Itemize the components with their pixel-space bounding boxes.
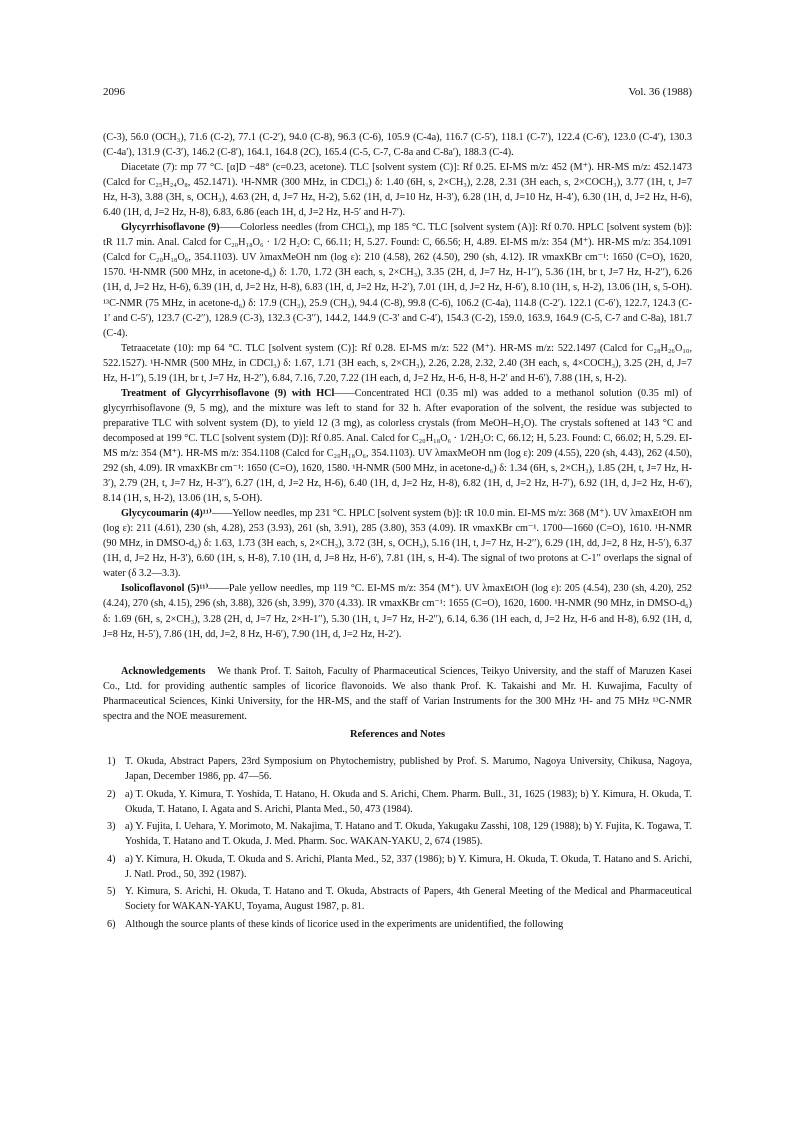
acknowledgements-section: [103, 664, 692, 724]
experimental-text: [103, 130, 692, 642]
reference-item: 4) a) Y. Kimura, H. Okuda, T. Okuda and S. Arichi, Planta Med., 52, 337 (1986); b) Y. Kimura, H. Okuda, T. Okuda, T. Hatano and S. Arichi, J. Natl. Prod., 50, 392 (1987).: [107, 853, 692, 880]
paragraph-hcl-treatment: Treatment of Glycyrrhisoflavone (9) with HCl——Concentrated HCl (0.35 ml) was added to a methanol solution (0.35 ml) of glycyrrhisoflavone (9, 5 mg), and the mixture was left to stand for 32 h. After evaporation of the solvent, the residue was subjected to preparative TLC with solvent system (D), to yield 12 (3 mg), as colorless crystals (from MeOH–H₂O). The crystals softened at 143 °C and decomposed at 199 °C. TLC [solvent system (D)]: Rf 0.85. Anal. Calcd for C₂₀H₁₈O₆ · 1/2H₂O: C, 66.12; H, 5.23. Found: C, 66.02; H, 5.29. EI-MS m/z: 354 (M⁺). HR-MS m/z: 354.1108 (Calcd for C₂₀H₁₈O₆, 354.1103). UV λmaxMeOH nm (log ε): 209 (4.55), 220 (sh, 4.43), 262 (4.50), 292 (sh, 4.09). IR νmaxKBr cm⁻¹: 1650 (C=O), 1620, 1580. ¹H-NMR (500 MHz, in acetone-d₆) δ: 1.34 (6H, s, 2×CH₃), 1.85 (2H, t, J=7 Hz, H-3′), 2.79 (2H, t, J=7 Hz, H-3′′), 6.27 (1H, d, J=2 Hz, H-6), 6.40 (1H, d, J=2 Hz, H-8), 6.82 (1H, d, J=2 Hz, H-7′), 6.92 (1H, d, J=2 Hz, H-6′), 8.14 (1H, s, H-2), 13.06 (1H, s, 5-OH).: [103, 387, 692, 505]
paragraph-glycycoumarin: Glycycoumarin (4)¹¹⁾——Yellow needles, mp 231 °C. HPLC [solvent system (b)]: tR 10.0 min. EI-MS m/z: 368 (M⁺). UV λmaxEtOH nm (log ε): 211 (4.61), 230 (sh, 4.28), 253 (3.93), 261 (sh, 3.91), 285 (3.80), 353 (4.09). IR νmaxKBr cm⁻¹. 1700—1660 (C=O), 1610. ¹H-NMR (90 MHz, in DMSO-d₆) δ: 1.63, 1.73 (3H each, s, 2×CH₃), 3.72 (3H, s, OCH₃), 5.16 (1H, t, J=7 Hz, H-2′′), 6.29 (1H, dd, J=2, 8 Hz, H-5′), 6.37 (1H, d, J=2 Hz, H-3′), 6.60 (1H, s, H-8), 7.10 (1H, d, J=8 Hz, H-6′), 7.81 (1H, s, H-4). The signal of two protons at C-1′′ overlaps the signal of water (δ 3.2—3.3).: [103, 508, 692, 580]
reference-item: 5) Y. Kimura, S. Arichi, H. Okuda, T. Hatano and T. Okuda, Abstracts of Papers, 4th General Meeting of the Medical and Pharmaceutical Society for WAKAN-YAKU, Toyama, August 1987, p. 81.: [107, 886, 692, 912]
page-header: [103, 86, 692, 102]
paragraph-diacetate: Diacetate (7): mp 77 °C. [α]D −48° (c=0.23, acetone). TLC [solvent system (C)]: Rf 0.25. EI-MS m/z: 452 (M⁺). HR-MS m/z: 452.1473 (Calcd for C₂₅H₂₄O₈, 452.1471). ¹H-NMR (300 MHz, in CDCl₃) δ: 1.40 (6H, s, 2×CH₃), 2.28, 2.31 (3H each, s, 2×COCH₃), 3.77 (1H, t, J=7 Hz, H-3), 3.88 (3H, s, OCH₃), 4.63 (2H, d, J=7 Hz, H-2), 5.62 (1H, d, J=10 Hz, H-3′), 6.28 (1H, d, J=10 Hz, H-4′), 6.30 (1H, d, J=2 Hz, H-6), 6.40 (1H, d, J=2 Hz, H-8), 6.83, 6.86 (each 1H, d, J=2 Hz, H-5′ and H-7′).: [103, 162, 692, 219]
reference-item: 1) T. Okuda, Abstract Papers, 23rd Symposium on Phytochemistry, published by Prof. S. Marumo, Nagoya University, Chikusa, Nagoya, Japan, December 1986, pp. 47—56.: [107, 756, 692, 782]
compound-heading: Isolicoflavonol (5)¹¹⁾: [121, 583, 209, 595]
compound-heading: Glycyrrhisoflavone (9): [121, 222, 220, 234]
volume-label: Vol. 36 (1988): [628, 86, 692, 98]
paragraph-tetraacetate: Tetraacetate (10): mp 64 °C. TLC [solvent system (C)]: Rf 0.28. EI-MS m/z: 522 (M⁺). HR-MS m/z: 522.1497 (Calcd for C₂₈H₂₆O₁₀, 522.1527). ¹H-NMR (500 MHz, in CDCl₃) δ: 1.67, 1.71 (3H each, s, 2×CH₃), 2.26, 2.28, 2.32, 2.40 (3H each, s, 4×COCH₃), 3.25 (2H, d, J=7 Hz, H-1′′), 5.19 (1H, br t, J=7 Hz, H-2′′), 6.84, 7.16, 7.20, 7.22 (1H each, d, J=2 Hz, H-6, H-8, H-2′ and H-6′), 7.88 (1H, s, H-2).: [103, 342, 692, 384]
references-list: [103, 754, 692, 934]
paragraph-glycyrrhisoflavone: Glycyrrhisoflavone (9)——Colorless needles (from CHCl₃), mp 185 °C. TLC [solvent system (A)]: Rf 0.70. HPLC [solvent system (b)]: tR 11.7 min. Anal. Calcd for C₂₀H₁₈O₆ · 1/2 H₂O: C, 66.11; H, 5.27. Found: C, 66.56; H, 4.89. EI-MS m/z: 354 (M⁺). HR-MS m/z: 354.1091 (Calcd for C₂₀H₁₈O₆, 354.1103). UV λmaxMeOH nm (log ε): 210 (4.58), 262 (4.50), 290 (sh, 4.12). IR νmaxKBr cm⁻¹: 1650 (C=O), 1620, 1570. ¹H-NMR (500 MHz, in acetone-d₆) δ: 1.70, 1.72 (3H each, s, 2×CH₃), 3.35 (2H, d, J=7 Hz, H-1′′), 5.36 (1H, br t, J=7 Hz, H-2′′), 6.26 (1H, d, J=2 Hz, H-6), 6.39 (1H, d, J=2 Hz, H-8), 6.83 (1H, d, J=2 Hz, H-2′), 7.01 (1H, d, J=2 Hz, H-6′), 8.10 (1H, s, H-2), 13.06 (1H, s, 5-OH). ¹³C-NMR (75 MHz, in acetone-d₆) δ: 17.9 (CH₃), 25.9 (CH₃), 94.4 (C-8), 99.8 (C-6), 106.2 (C-4a), 114.8 (C-2′). 122.1 (C-6′), 122.7, 124.3 (C-1′ and C-5′), 123.7 (C-2′′), 128.9 (C-3), 132.3 (C-3′′), 144.2, 144.9 (C-3′ and C-4′), 154.3 (C-2), 159.0, 163.9, 164.9 (C-5, C-7 and C-8a), 181.7 (C-4).: [103, 222, 692, 339]
reference-item: 3) a) Y. Fujita, I. Uehara, Y. Morimoto, M. Nakajima, T. Hatano and T. Okuda, Yakugaku Zasshi, 108, 129 (1988); b) Y. Fujita, K. Togawa, T. Yoshida, T. Hatano and T. Okuda, J. Med. Pharm. Soc. WAKAN-YAKU, 2, 674 (1985).: [107, 821, 692, 847]
acknowledgements-title: Acknowledgements: [121, 666, 206, 677]
acknowledgements-paragraph: Acknowledgements We thank Prof. T. Saitoh, Faculty of Pharmaceutical Sciences, Teikyo University, and the staff of Maruzen Kasei Co., Ltd. for providing authentic samples of licorice flavonoids. We also thank Prof. K. Takaishi and Mr. H. Kuwajima, Faculty of Pharmaceutical Sciences, Kinki University, for the HR-MS, and the staff of Varian Instruments for the 300 MHz ¹H- and 75 MHz ¹³C-NMR spectra and the NOE measurement.: [103, 666, 692, 723]
paragraph-nmr-continuation: (C-3), 56.0 (OCH₃), 71.6 (C-2), 77.1 (C-2′), 94.0 (C-8), 96.3 (C-6), 105.9 (C-4a), 116.7 (C-5′), 118.1 (C-7′), 122.4 (C-6′), 123.0 (C-4′), 130.3 (C-4a′), 131.9 (C-3′), 146.2 (C-8′), 164.1, 164.8 (2C), 165.4 (C-5, C-7, C-8a and C-8a′), 188.3 (C-4).: [103, 132, 692, 159]
paragraph-isolicoflavonol: Isolicoflavonol (5)¹¹⁾——Pale yellow needles, mp 119 °C. EI-MS m/z: 354 (M⁺). UV λmaxEtOH (log ε): 205 (4.54), 230 (sh, 4.20), 252 (4.24), 270 (sh, 4.15), 296 (sh, 3.88), 326 (sh, 3.99), 370 (4.33). IR νmaxKBr cm⁻¹: 1655 (C=O), 1620, 1600. ¹H-NMR (90 MHz, in DMSO-d₆) δ: 1.69 (6H, s, 2×CH₃), 3.28 (2H, d, J=7 Hz, 2×H-1′′), 5.30 (1H, t, J=7 Hz, H-2′′), 6.14, 6.36 (1H each, d, J=2 Hz, H-6 and H-8), 6.92 (1H, d, J=8 Hz, H-5′), 7.86 (1H, dd, J=2, 8 Hz, H-6′), 7.90 (1H, d, J=2 Hz, H-2′).: [103, 583, 692, 640]
reference-item: 6) Although the source plants of these kinds of licorice used in the experiments are unidentified, the following: [107, 918, 564, 930]
page-number: 2096: [103, 86, 125, 98]
compound-heading: Glycycoumarin (4)¹¹⁾: [121, 508, 212, 520]
compound-heading: Treatment of Glycyrrhisoflavone (9) with HCl: [121, 387, 335, 399]
references-heading: References and Notes: [349, 729, 446, 740]
journal-page: [103, 86, 692, 930]
reference-item: 2) a) T. Okuda, Y. Kimura, T. Yoshida, T. Hatano, H. Okuda and S. Arichi, Chem. Pharm. Bull., 31, 1625 (1983); b) Y. Kimura, H. Okuda, T. Okuda, T. Hatano, I. Agata and S. Arichi, Planta Med., 50, 473 (1984).: [107, 788, 692, 815]
